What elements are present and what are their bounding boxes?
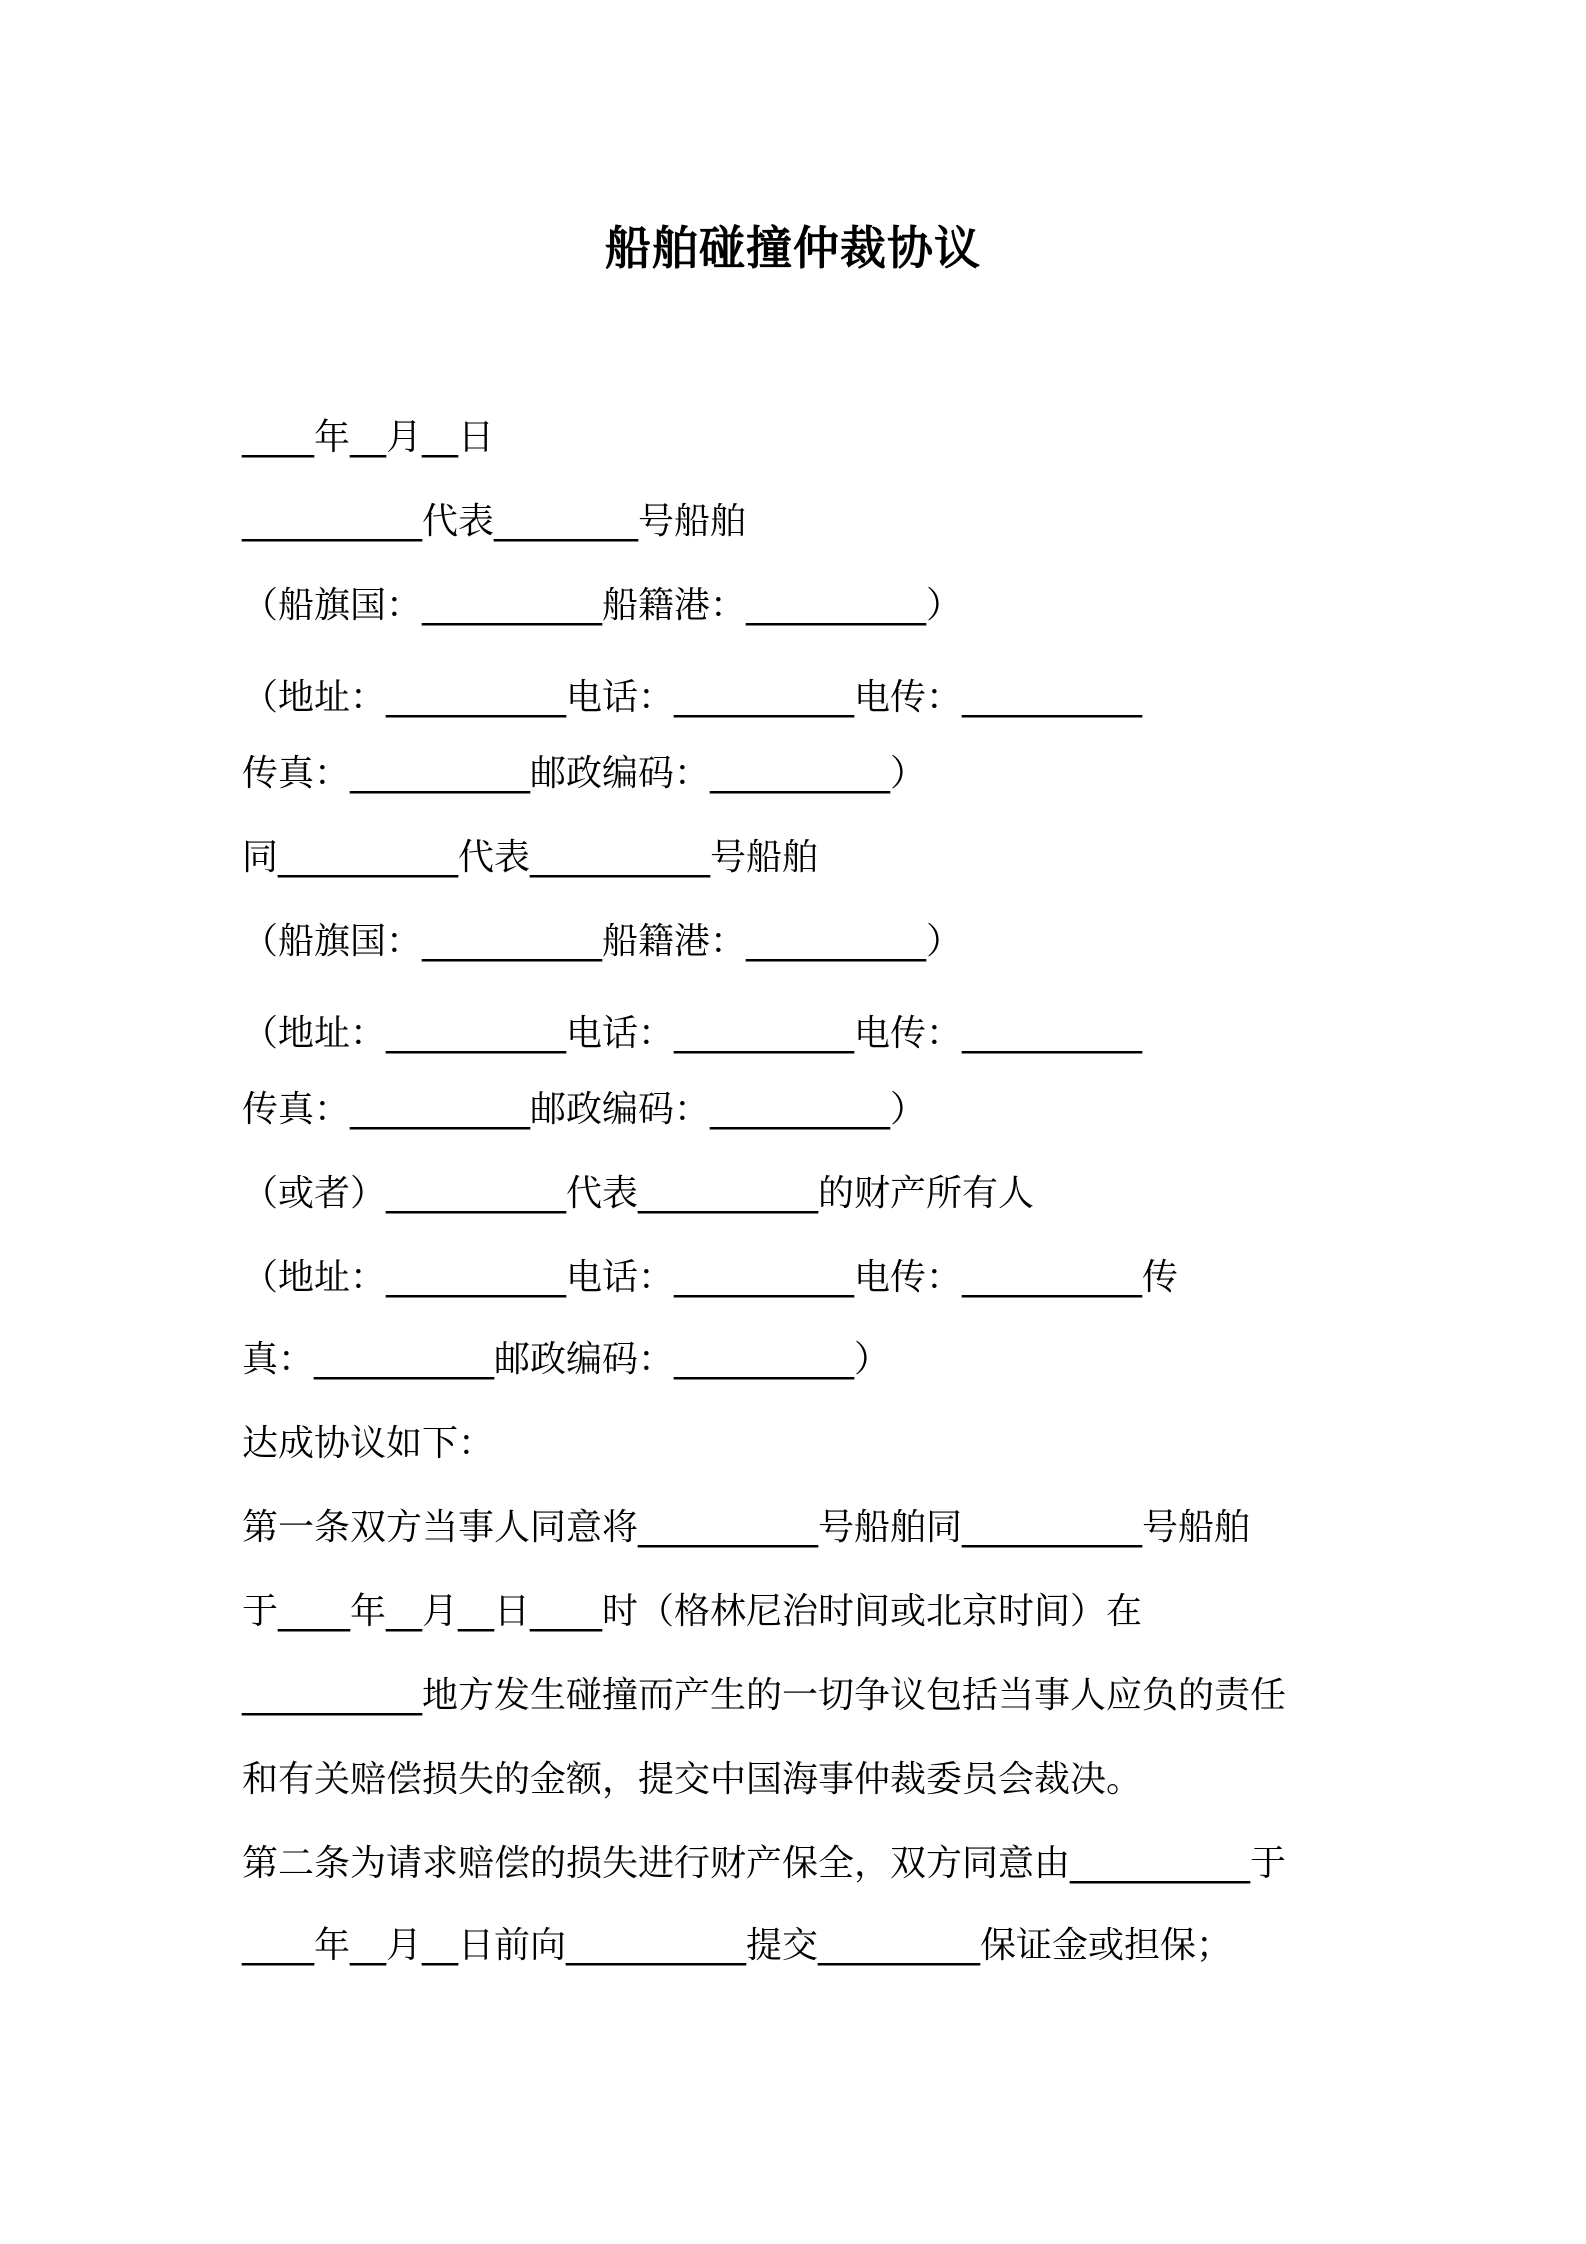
- article-two-line-1: 第二条为请求赔偿的损失进行财产保全，双方同意由__________于: [242, 1843, 1287, 1884]
- party-b-address-line: （地址：__________电话：__________电传：__________: [242, 1013, 1143, 1054]
- owner-fax-line: 真：__________邮政编码：__________）: [242, 1339, 891, 1380]
- party-a-flag-line: （船旗国：__________船籍港：__________）: [242, 585, 963, 626]
- article-one-line-1: 第一条双方当事人同意将__________号船舶同__________号船舶: [242, 1507, 1251, 1548]
- date-line: ____年__月__日: [242, 417, 495, 458]
- article-one-line-2: 于____年__月__日____时（格林尼治时间或北京时间）在: [242, 1591, 1143, 1632]
- article-two-line-2: ____年__月__日前向__________提交_________保证金或担保；: [242, 1925, 1233, 1966]
- party-a-line: __________代表________号船舶: [242, 501, 747, 542]
- owner-address-line: （地址：__________电话：__________电传：__________传: [242, 1257, 1179, 1298]
- property-owner-line: （或者）__________代表__________的财产所有人: [242, 1173, 1035, 1214]
- article-one-line-4: 和有关赔偿损失的金额，提交中国海事仲裁委员会裁决。: [242, 1759, 1143, 1800]
- party-a-fax-line: 传真：__________邮政编码：__________）: [242, 753, 927, 794]
- party-a-address-line: （地址：__________电话：__________电传：__________: [242, 677, 1143, 718]
- party-b-fax-line: 传真：__________邮政编码：__________）: [242, 1089, 927, 1130]
- document-title: 船舶碰撞仲裁协议: [605, 221, 981, 275]
- agreement-intro-line: 达成协议如下：: [242, 1423, 495, 1464]
- party-b-line: 同__________代表__________号船舶: [242, 837, 819, 878]
- article-one-line-3: __________地方发生碰撞而产生的一切争议包括当事人应负的责任: [242, 1675, 1287, 1716]
- party-b-flag-line: （船旗国：__________船籍港：__________）: [242, 921, 963, 962]
